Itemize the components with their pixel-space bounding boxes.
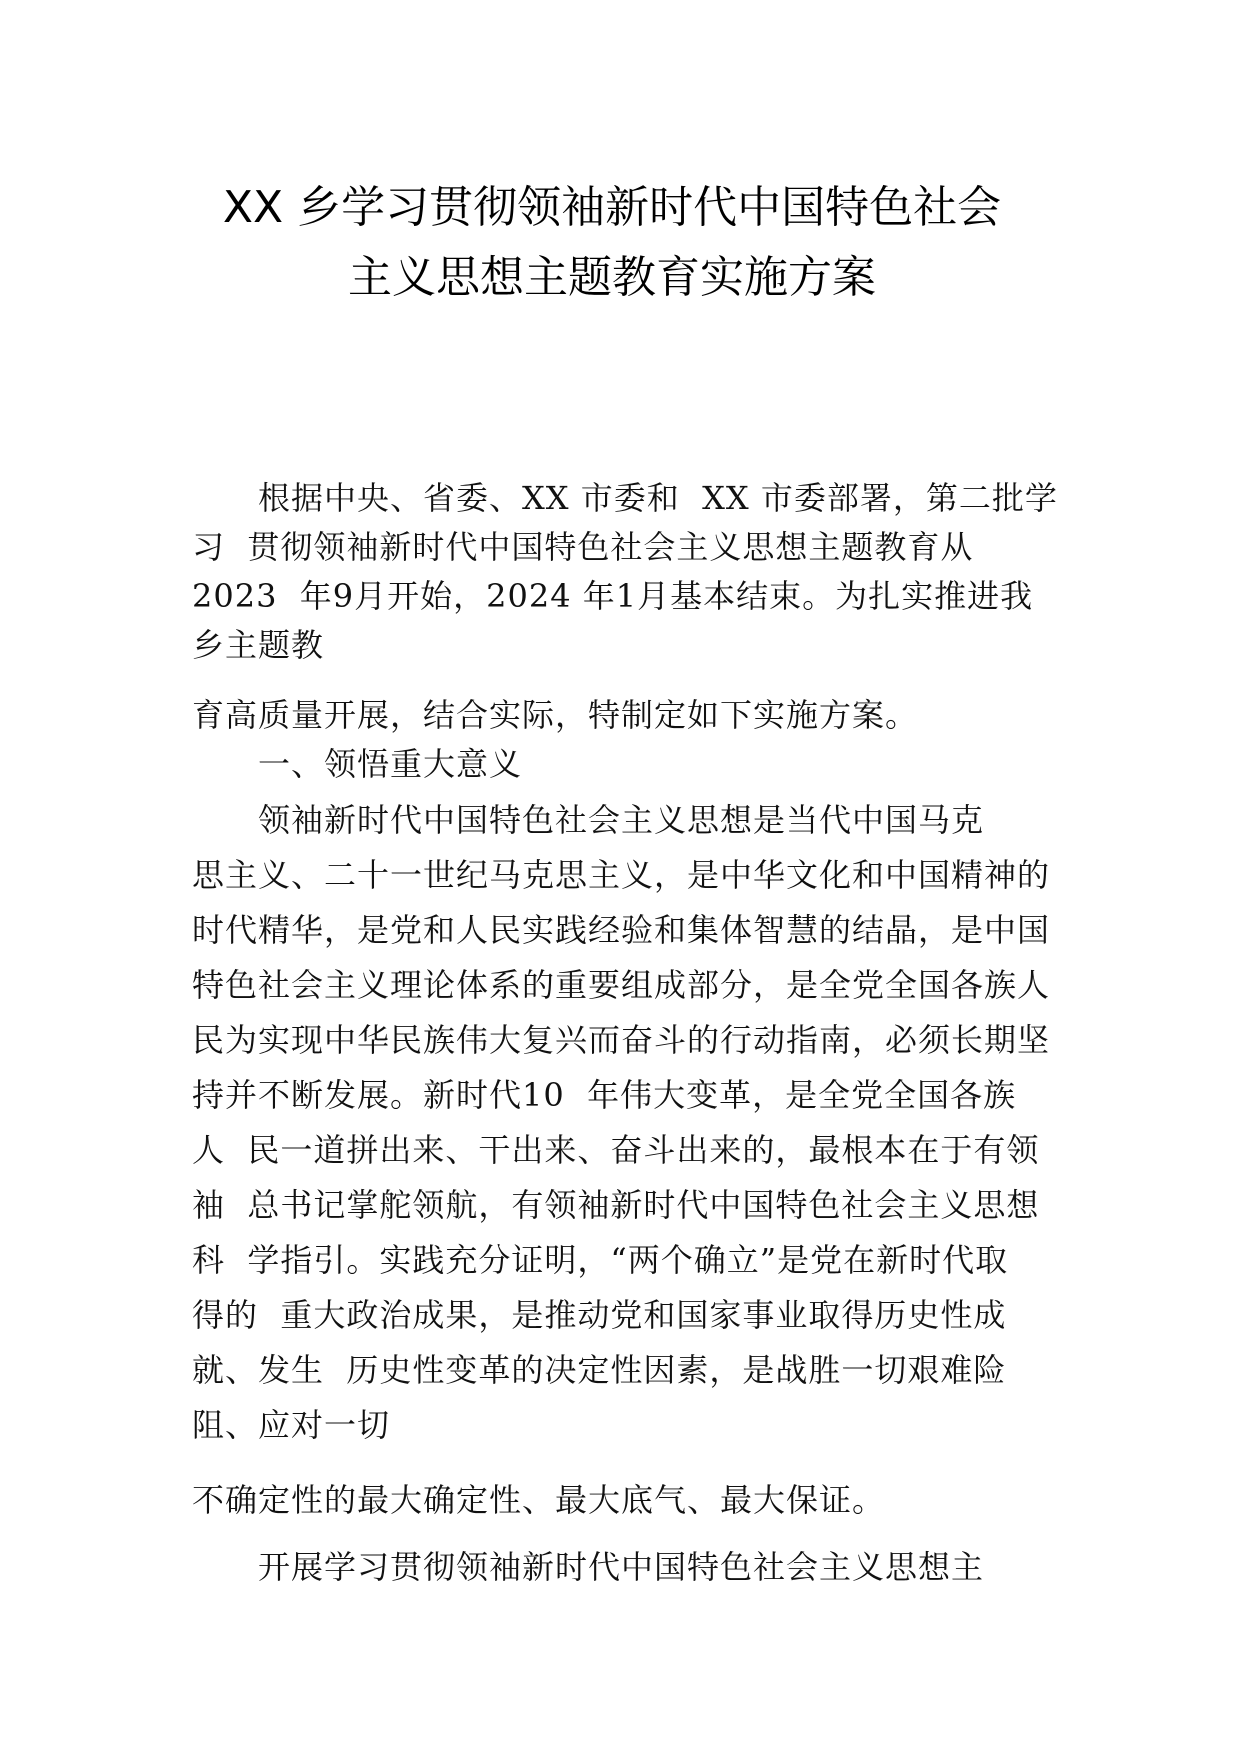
paragraph-line: 特色社会主义理论体系的重要组成部分，是全党全国各族人 — [192, 966, 1051, 1004]
section-heading: 一、领悟重大意义 — [258, 745, 523, 783]
paragraph-line: 思主义、二十一世纪马克思主义，是中华文化和中国精神的 — [192, 856, 1051, 894]
paragraph-line: 不确定性的最大确定性、最大底气、最大保证。 — [192, 1481, 886, 1519]
paragraph-line: 习 贯彻领袖新时代中国特色社会主义思想主题教育从 — [192, 528, 974, 566]
paragraph-line: 乡主题教 — [192, 626, 325, 664]
paragraph-line: 阻、应对一切 — [192, 1406, 391, 1444]
paragraph-line: 科 学指引。实践充分证明，“两个确立”是党在新时代取 — [192, 1241, 1009, 1279]
paragraph-line: 2023 年9月开始，2024 年1月基本结束。为扎实推进我 — [192, 577, 1034, 615]
paragraph-line: 育高质量开展，结合实际，特制定如下实施方案。 — [192, 696, 919, 734]
paragraph-line: 根据中央、省委、XX 市委和 XX 市委部署，第二批学 — [258, 479, 1058, 517]
paragraph-line: 人 民一道拼出来、干出来、奋斗出来的，最根本在于有领 — [192, 1131, 1040, 1169]
paragraph-line: 得的 重大政治成果，是推动党和国家事业取得历史性成 — [192, 1296, 1007, 1334]
document-title-line-2: 主义思想主题教育实施方案 — [348, 252, 876, 303]
paragraph-line: 袖 总书记掌舵领航，有领袖新时代中国特色社会主义思想 — [192, 1186, 1040, 1224]
paragraph-line: 民为实现中华民族伟大复兴而奋斗的行动指南，必须长期坚 — [192, 1021, 1051, 1059]
paragraph-line: 持并不断发展。新时代10 年伟大变革，是全党全国各族 — [192, 1076, 1017, 1114]
paragraph-line: 时代精华，是党和人民实践经验和集体智慧的结晶，是中国 — [192, 911, 1051, 949]
document-title-line-1: XX 乡学习贯彻领袖新时代中国特色社会 — [222, 182, 1002, 233]
paragraph-line: 领袖新时代中国特色社会主义思想是当代中国马克 — [258, 801, 985, 839]
paragraph-line: 就、发生 历史性变革的决定性因素，是战胜一切艰难险 — [192, 1351, 1007, 1389]
paragraph-line: 开展学习贯彻领袖新时代中国特色社会主义思想主 — [258, 1548, 985, 1586]
